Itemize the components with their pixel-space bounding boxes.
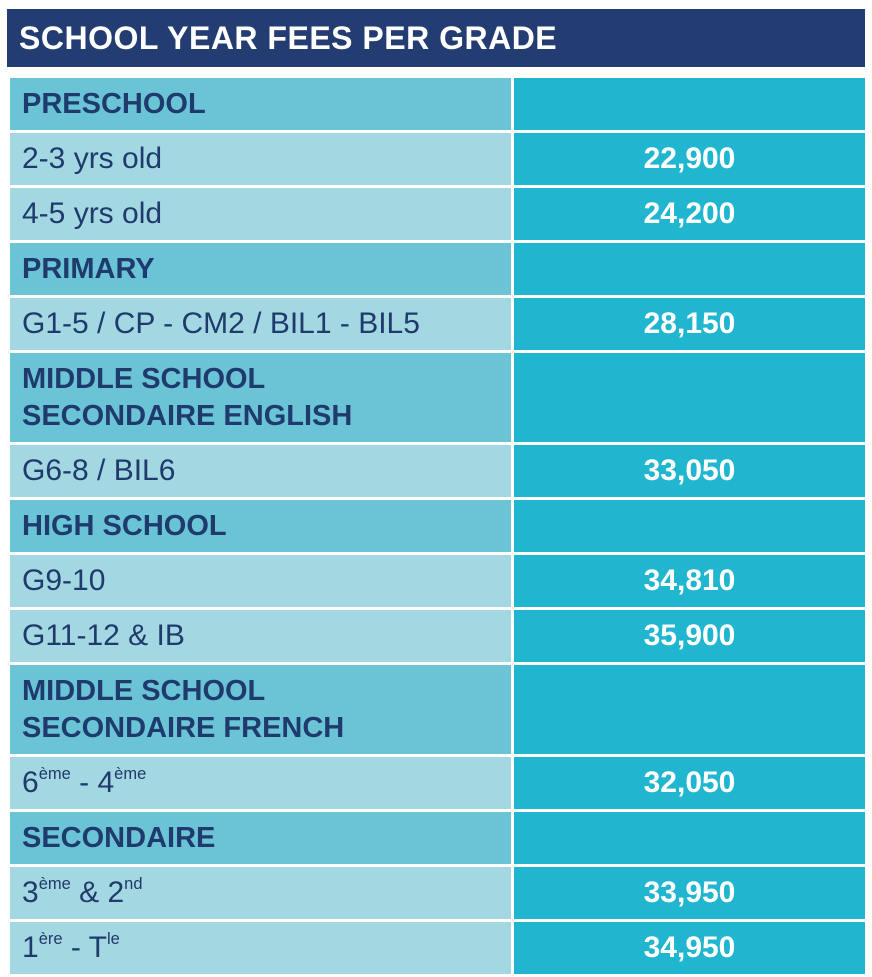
fee-value: 28,150: [513, 297, 867, 352]
grade-label: G11-12 & IB: [9, 609, 513, 664]
empty-value-cell: [513, 242, 867, 297]
table-row: [9, 554, 867, 609]
section-row-primary: [9, 242, 867, 297]
grade-part: 6: [22, 766, 39, 799]
empty-value-cell: [513, 499, 867, 554]
table-row: [9, 866, 867, 921]
grade-label: 2-3 yrs old: [9, 132, 513, 187]
grade-label: G1-5 / CP - CM2 / BIL1 - BIL5: [9, 297, 513, 352]
section-row-preschool: [9, 77, 867, 132]
grade-label: G6-8 / BIL6: [9, 444, 513, 499]
section-label: [9, 664, 513, 756]
fee-value: 24,200: [513, 187, 867, 242]
section-label: HIGH SCHOOL: [9, 499, 513, 554]
fee-value: 22,900: [513, 132, 867, 187]
grade-label: [9, 921, 513, 976]
fees-table: [7, 75, 868, 977]
grade-superscript: ème: [38, 874, 71, 893]
grade-part: & 2: [70, 876, 125, 909]
table-row: [9, 132, 867, 187]
grade-label: [9, 756, 513, 811]
grade-part: - 4: [70, 766, 115, 799]
section-row-high-school: [9, 499, 867, 554]
grade-part: - T: [62, 931, 107, 964]
grade-part: 1: [22, 931, 39, 964]
grade-label: [9, 866, 513, 921]
empty-value-cell: [513, 77, 867, 132]
section-label: SECONDAIRE: [9, 811, 513, 866]
table-row: [9, 444, 867, 499]
fee-value: 33,950: [513, 866, 867, 921]
grade-superscript: le: [107, 929, 120, 948]
section-row-middle-school-english: [9, 352, 867, 444]
grade-superscript: ère: [38, 929, 63, 948]
empty-value-cell: [513, 664, 867, 756]
section-row-secondaire: [9, 811, 867, 866]
section-label-line: MIDDLE SCHOOL: [22, 362, 266, 395]
fee-value: 35,900: [513, 609, 867, 664]
table-row: [9, 756, 867, 811]
grade-superscript: ème: [38, 764, 71, 783]
section-label-line: SECONDAIRE FRENCH: [22, 711, 345, 744]
empty-value-cell: [513, 352, 867, 444]
grade-label: 4-5 yrs old: [9, 187, 513, 242]
section-label: [9, 352, 513, 444]
table-row: [9, 297, 867, 352]
fee-value: 34,810: [513, 554, 867, 609]
fee-value: 34,950: [513, 921, 867, 976]
section-label: PRESCHOOL: [9, 77, 513, 132]
grade-superscript: ème: [114, 764, 147, 783]
section-row-middle-school-french: [9, 664, 867, 756]
section-label-line: SECONDAIRE ENGLISH: [22, 399, 353, 432]
section-label-line: MIDDLE SCHOOL: [22, 674, 266, 707]
table-title: SCHOOL YEAR FEES PER GRADE: [7, 9, 865, 67]
empty-value-cell: [513, 811, 867, 866]
table-row: [9, 921, 867, 976]
section-label: PRIMARY: [9, 242, 513, 297]
grade-part: 3: [22, 876, 39, 909]
fee-value: 33,050: [513, 444, 867, 499]
fee-value: 32,050: [513, 756, 867, 811]
grade-label: G9-10: [9, 554, 513, 609]
grade-superscript: nd: [124, 874, 143, 893]
table-row: [9, 609, 867, 664]
fees-table-container: [7, 9, 865, 977]
table-row: [9, 187, 867, 242]
